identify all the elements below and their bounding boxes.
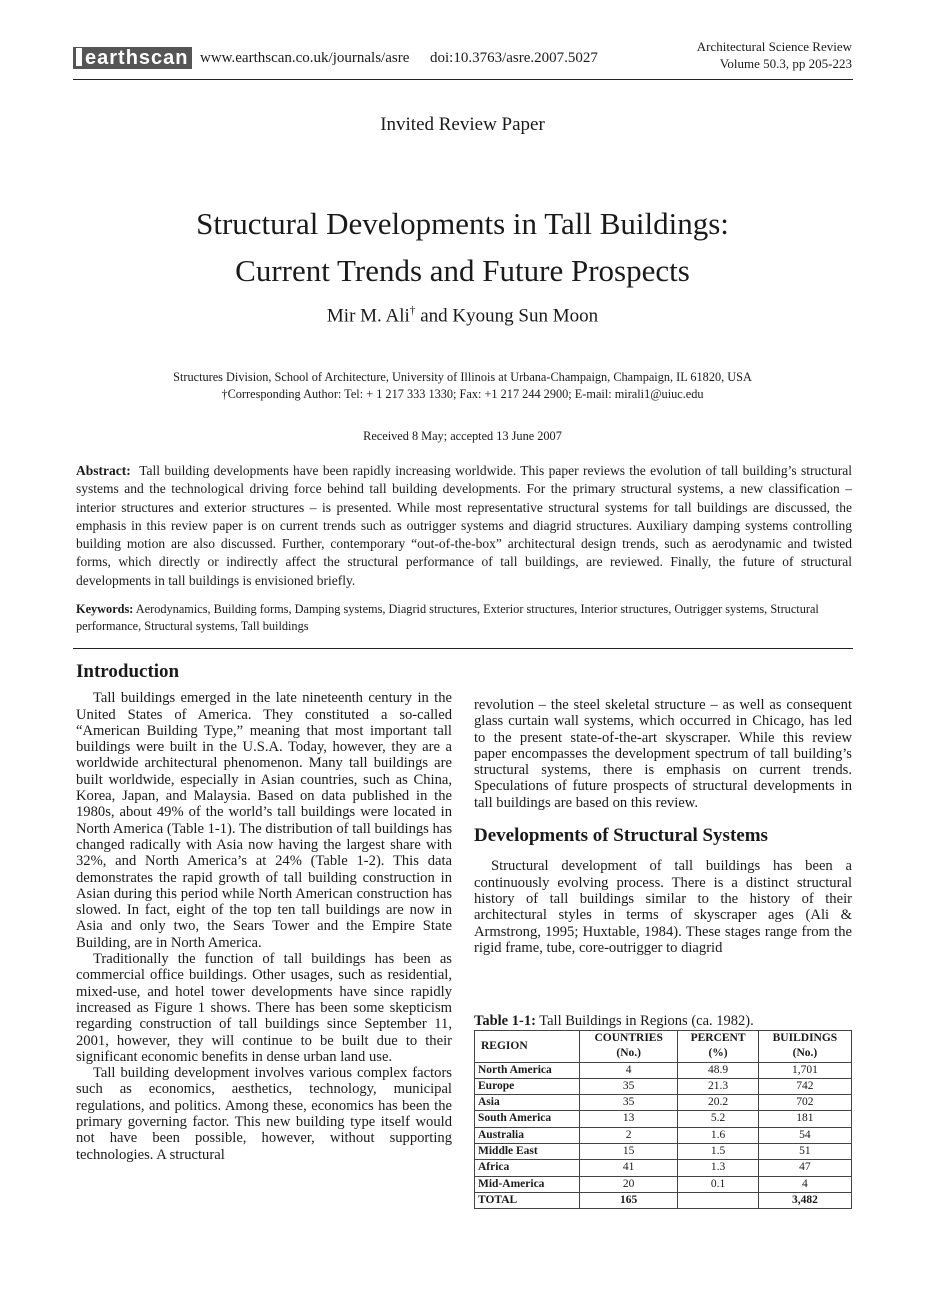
cell-region: Middle East (475, 1144, 580, 1160)
cell-region: South America (475, 1111, 580, 1127)
paragraph: Traditionally the function of tall buildings has been as commercial office buildings. Other usages, such as residential, mixed-use, and hotel tower developments have since rapidly increased as Figure 1 shows. There has been some skepticism regarding construction of tall buildings since September 11, 2001, however, they will continue to be built due to their significant economic benefits in dense urban land use. (76, 951, 452, 1065)
cell-percent: 1.5 (678, 1144, 759, 1160)
author: and Kyoung Sun Moon (415, 305, 599, 327)
paragraph: Tall buildings emerged in the late nineteenth century in the United States of America. They constituted a so-called “American Building Type,” meaning that most important tall buildings were built in the U.S.A. Today, however, they are a worldwide architectural phenomenon. Many tall buildings are built worldwide, especially in Asian countries, such as China, Korea, Japan, and Malaysia. Based on data published in the 1980s, about 49% of the world’s tall buildings were located in North America (Table 1-1). The distribution of tall buildings has changed radically with Asia now having the largest share with 32%, and North America’s at 24% (Table 1-2). This data demonstrates the rapid growth of tall building construction in Asian during this period while North American construction has slowed. In fact, eight of the top ten tall buildings are now in Asia and only two, the Sears Tower and the Empire State Building, are in North America. (76, 690, 452, 951)
cell-buildings: 54 (758, 1127, 851, 1143)
table-row (475, 1078, 852, 1094)
cell-region: Australia (475, 1127, 580, 1143)
paragraph: revolution – the steel skeletal structure – as well as consequent glass curtain wall systems, which occurred in Chicago, has led to the present state-of-the-art skyscraper. While this review paper encompasses the development spectrum of tall building’s structural systems, there is emphasis on current trends. Speculations of future prospects of structural developments in tall buildings are based on this review. (474, 697, 852, 811)
abstract (76, 462, 852, 590)
journal-info (697, 38, 852, 72)
cell-buildings: 51 (758, 1144, 851, 1160)
header-countries (580, 1031, 678, 1063)
paper-title (0, 200, 925, 294)
keywords-label: Keywords: (76, 602, 134, 616)
cell-percent: 20.2 (678, 1095, 759, 1111)
cell-buildings: 1,701 (758, 1062, 851, 1078)
cell-region: TOTAL (475, 1192, 580, 1208)
cell-buildings: 702 (758, 1095, 851, 1111)
cell-region: Mid-America (475, 1176, 580, 1192)
table-header-row (475, 1031, 852, 1063)
header-unit: (No.) (616, 1047, 641, 1060)
received-dates: Received 8 May; accepted 13 June 2007 (363, 429, 562, 443)
abstract-label: Abstract: (76, 463, 131, 478)
caption-text: Tall Buildings in Regions (ca. 1982). (535, 1013, 754, 1029)
cell-percent: 0.1 (678, 1176, 759, 1192)
section-heading: Developments of Structural Systems (474, 825, 768, 847)
corresponding-author: †Corresponding Author: Tel: + 1 217 333 1330; Fax: +1 217 244 2900; E-mail: mirali1@uiuc.edu (221, 387, 704, 401)
paragraph: Tall building development involves various complex factors such as economics, aesthetics, technology, municipal regulations, and politics. Among these, economics has been the primary governing factor. This new building type itself would not have been possible, however, without supporting technologies. A structural (76, 1065, 452, 1163)
cell-percent: 21.3 (678, 1078, 759, 1094)
cell-buildings: 181 (758, 1111, 851, 1127)
cell-percent: 48.9 (678, 1062, 759, 1078)
right-column (474, 697, 852, 956)
cell-percent (678, 1192, 759, 1208)
table-row (475, 1144, 852, 1160)
journal-volume: Volume 50.3, pp 205-223 (719, 56, 852, 71)
cell-countries: 165 (580, 1192, 678, 1208)
table-row (475, 1192, 852, 1208)
data-table (474, 1030, 852, 1209)
journal-name: Architectural Science Review (696, 39, 852, 54)
cell-countries: 20 (580, 1176, 678, 1192)
left-column (76, 661, 452, 1163)
cell-region: Europe (475, 1078, 580, 1094)
caption-label: Table 1-1: (474, 1013, 536, 1029)
cell-region: Asia (475, 1095, 580, 1111)
table-row (475, 1127, 852, 1143)
table-row (475, 1160, 852, 1176)
keywords-text: Aerodynamics, Building forms, Damping systems, Diagrid structures, Exterior structures, Interior structures, Outrigger systems, Structural performance, Structural systems, Tall buildings (76, 602, 819, 633)
cell-countries: 41 (580, 1160, 678, 1176)
cell-countries: 13 (580, 1111, 678, 1127)
paragraph: Structural development of tall buildings has been a continuously evolving process. There is a distinct structural history of tall buildings similar to the history of their architectural styles in terms of skyscraper ages (Ali & Armstrong, 1995; Huxtable, 1984). These stages range from the rigid frame, tube, core-outrigger to diagrid (474, 858, 852, 956)
table-row (475, 1111, 852, 1127)
header-unit: (%) (708, 1047, 728, 1060)
cell-buildings: 742 (758, 1078, 851, 1094)
header-label: BUILDINGS (772, 1032, 838, 1044)
cell-percent: 5.2 (678, 1111, 759, 1127)
header-buildings (758, 1031, 851, 1063)
keywords (76, 601, 852, 635)
cell-region: Africa (475, 1160, 580, 1176)
paper-type: Invited Review Paper (380, 114, 545, 135)
cell-countries: 35 (580, 1095, 678, 1111)
header-region: REGION (475, 1031, 580, 1063)
abstract-text: Tall building developments have been rapidly increasing worldwide. This paper reviews the evolution of tall building’s structural systems and the technological driving force behind tall building developments. For the primary structural systems, a new classification – interior structures and exterior structures – is presented. While most representative structural systems for tall buildings are discussed, the emphasis in this review paper is on current trends such as outrigger systems and diagrid structures. Auxiliary damping systems controlling building motion are also discussed. Further, contemporary “out-of-the-box” architectural design trends, such as aerodynamic and twisted forms, which directly or indirectly affect the structural performance of tall buildings, are reviewed. Finally, the future of structural developments in tall buildings is envisioned briefly. (76, 463, 852, 588)
cell-buildings: 47 (758, 1160, 851, 1176)
doi: doi:10.3763/asre.2007.5027 (430, 50, 598, 66)
title-line: Current Trends and Future Prospects (235, 253, 690, 288)
journal-url[interactable]: www.earthscan.co.uk/journals/asre (200, 50, 410, 66)
earthscan-logo (73, 47, 192, 69)
affiliations (0, 369, 925, 403)
author: Mir M. Ali (326, 305, 410, 327)
section-heading: Introduction (76, 661, 180, 682)
cell-buildings: 3,482 (758, 1192, 851, 1208)
table-row (475, 1095, 852, 1111)
affiliation: Structures Division, School of Architecture, University of Illinois at Urbana-Champaign, Champaign, IL 61820, USA (173, 370, 752, 384)
cell-percent: 1.3 (678, 1160, 759, 1176)
header-label: PERCENT (690, 1032, 746, 1044)
cell-countries: 2 (580, 1127, 678, 1143)
cell-countries: 4 (580, 1062, 678, 1078)
abstract-rule (73, 648, 853, 649)
dagger-mark: † (409, 305, 416, 317)
cell-buildings: 4 (758, 1176, 851, 1192)
header-percent (678, 1031, 759, 1063)
cell-percent: 1.6 (678, 1127, 759, 1143)
cell-countries: 35 (580, 1078, 678, 1094)
header-unit: (No.) (792, 1047, 818, 1060)
authors (0, 305, 925, 327)
title-line: Structural Developments in Tall Buildings: (196, 206, 729, 241)
cell-countries: 15 (580, 1144, 678, 1160)
header-rule (73, 79, 853, 80)
table-1-1 (474, 1013, 852, 1209)
header-label: COUNTRIES (594, 1032, 663, 1044)
logo-text: earthscan (85, 47, 189, 69)
cell-region: North America (475, 1062, 580, 1078)
table-caption (474, 1013, 852, 1030)
table-row (475, 1176, 852, 1192)
table-row (475, 1062, 852, 1078)
